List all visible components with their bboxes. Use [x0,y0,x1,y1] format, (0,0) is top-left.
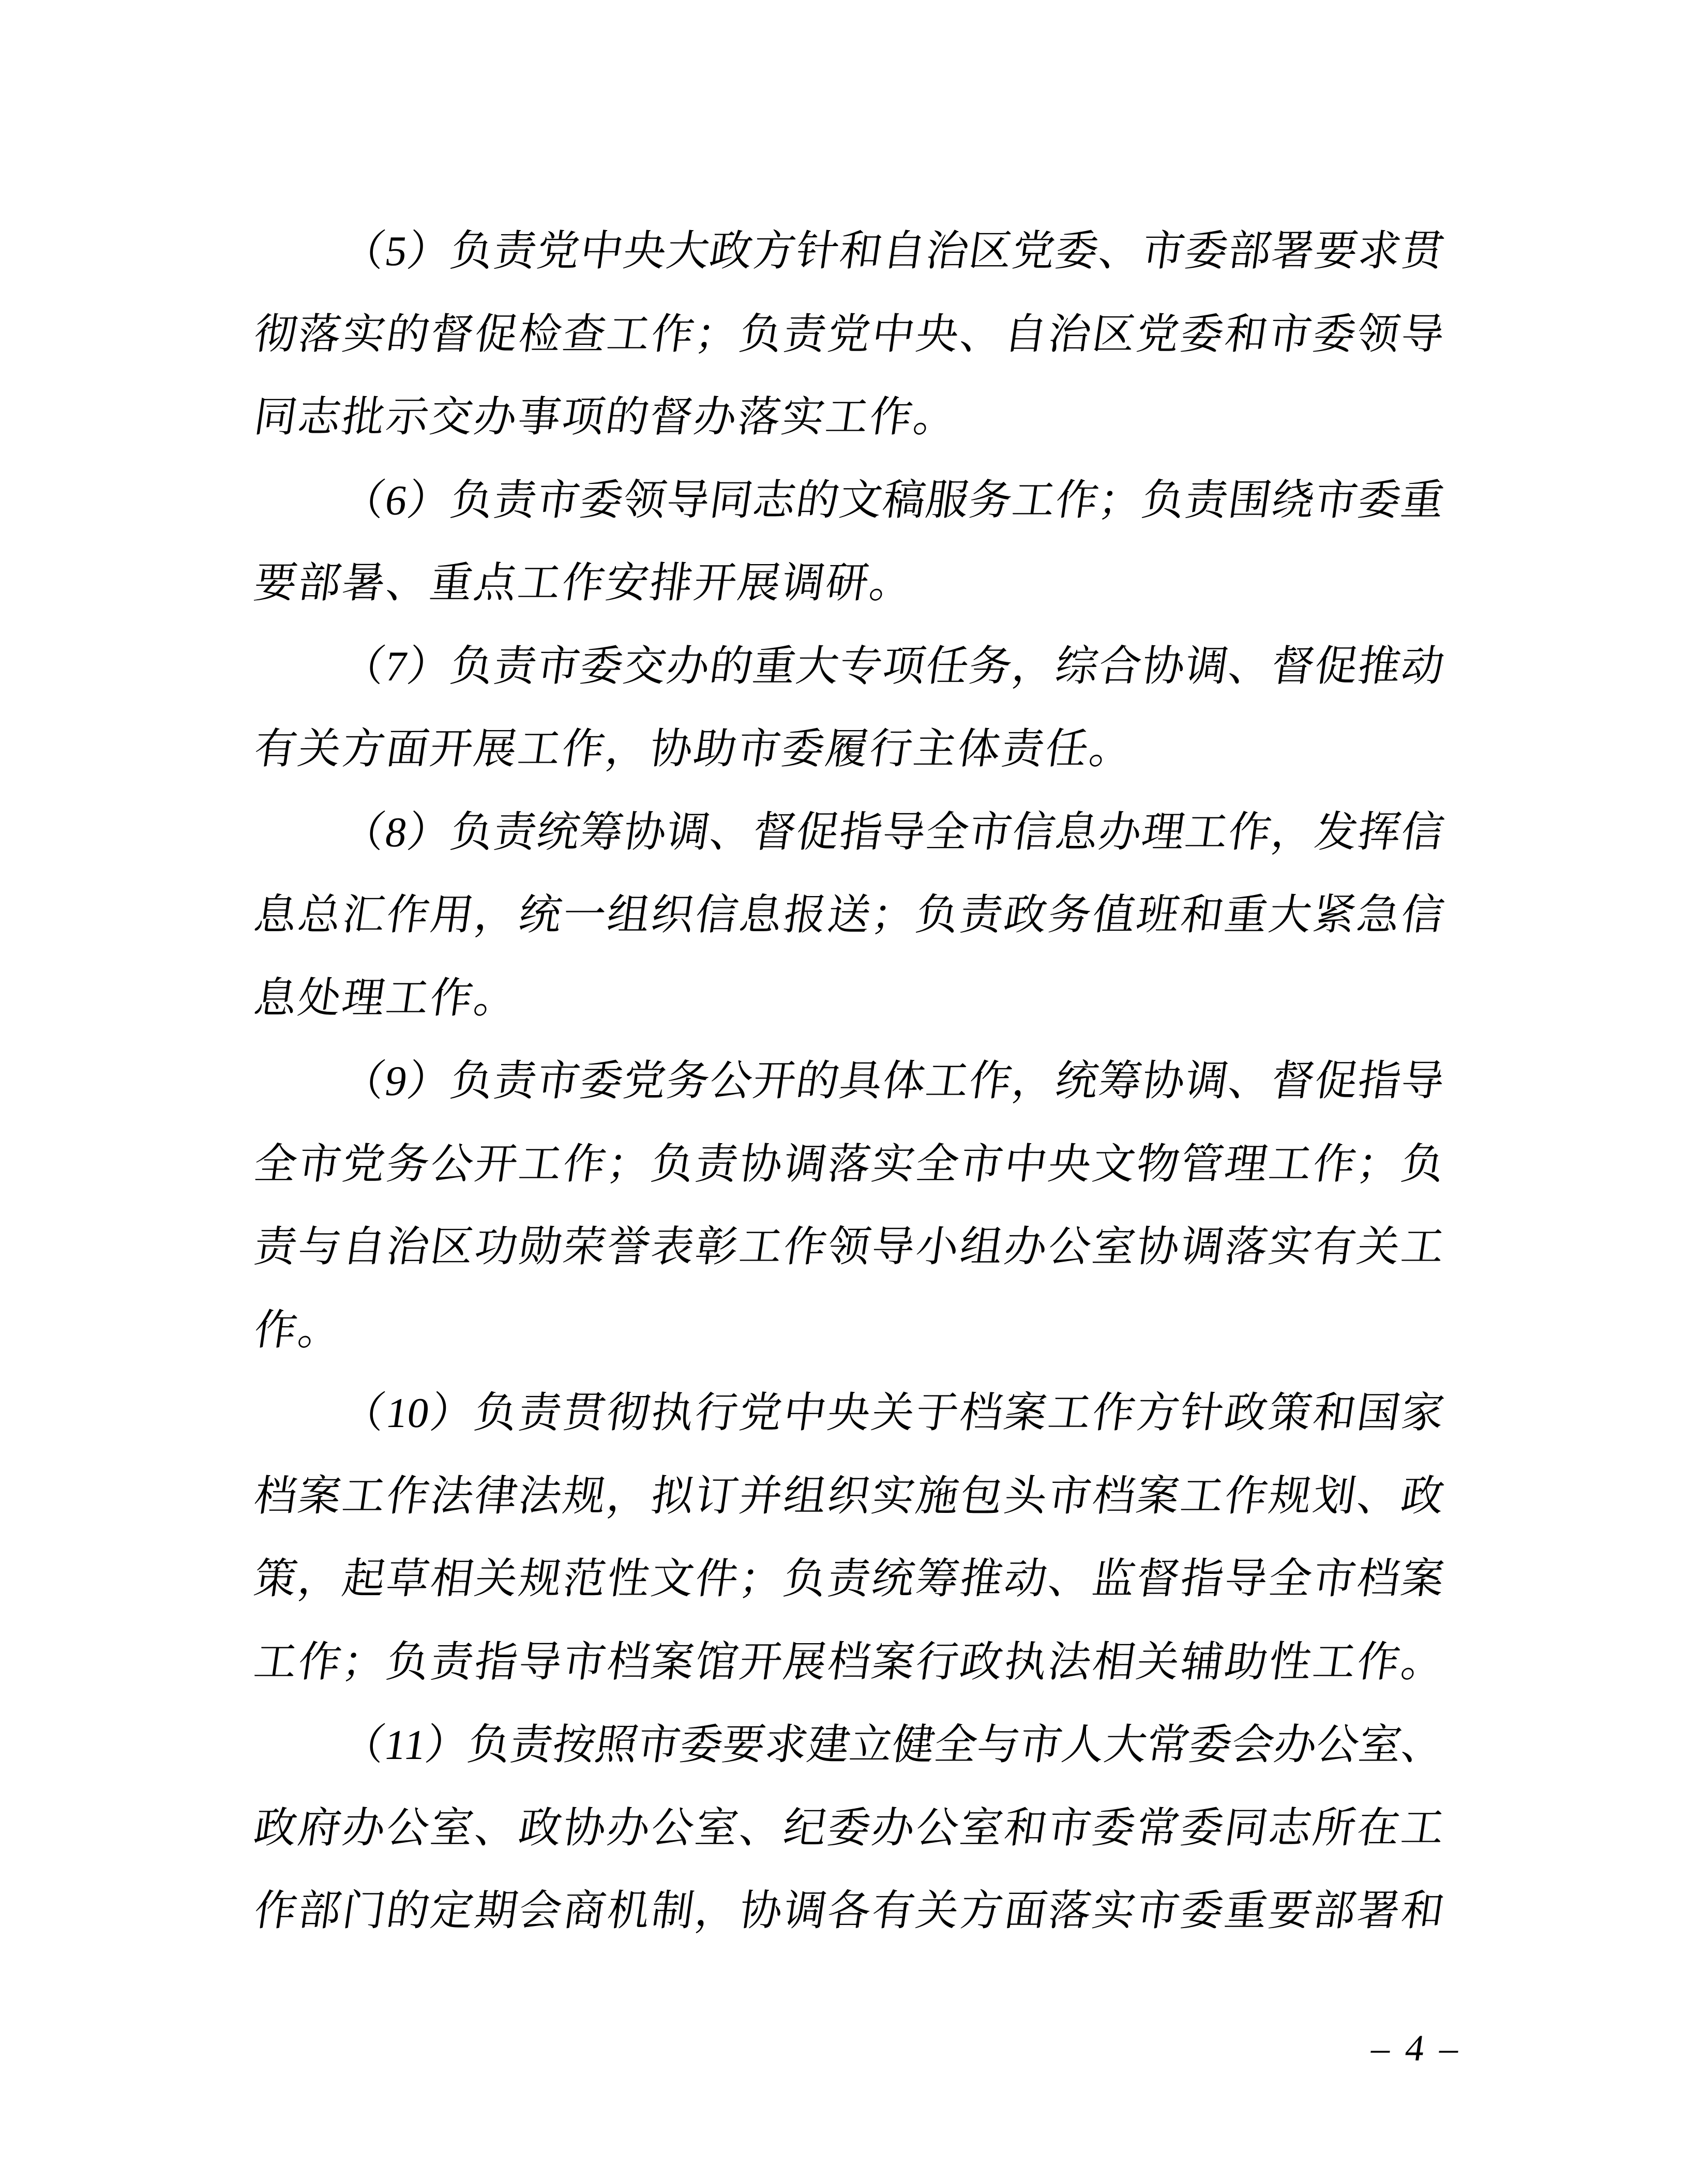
paragraph-9 [251,1040,1448,1372]
paragraph-8 [251,791,1448,1040]
page-number: – 4 – [1368,2027,1465,2069]
text-line: 同志批示交办事项的督办落实工作。 [251,393,961,441]
text-line: （7）负责市委交办的重大专项任务，综合协调、督促推动 [339,642,1448,690]
text-line: 要部暑、重点工作安排开展调研。 [251,559,917,606]
text-line: 全市党务公开工作；负责协调落实全市中央文物管理工作；负 [251,1140,1448,1188]
text-line: 作。 [251,1306,346,1354]
text-line: （8）负责统筹协调、督促指导全市信息办理工作，发挥信 [339,808,1448,856]
text-line: 息总汇作用，统一组织信息报送；负责政务值班和重大紧急信 [251,891,1448,938]
paragraph-6 [251,459,1448,625]
paragraph-11 [251,1704,1448,1953]
text-line: 工作；负责指导市档案馆开展档案行政执法相关辅助性工作。 [251,1638,1448,1686]
text-line: 作部门的定期会商机制，协调各有关方面落实市委重要部署和 [251,1887,1448,1934]
text-line: （6）负责市委领导同志的文稿服务工作；负责围绕市委重 [339,476,1448,524]
text-line: （5）负责党中央大政方针和自治区党委、市委部署要求贯 [339,228,1448,275]
text-line: （10）负责贯彻执行党中央关于档案工作方针政策和国家 [339,1389,1448,1436]
text-line: 责与自治区功勋荣誉表彰工作领导小组办公室协调落实有关工 [251,1223,1448,1270]
text-line: 政府办公室、政协办公室、纪委办公室和市委常委同志所在工 [251,1804,1448,1852]
paragraph-10 [251,1372,1448,1704]
text-line: 策，起草相关规范性文件；负责统筹推动、监督指导全市档案 [251,1555,1448,1602]
text-line: （11）负责按照市委要求建立健全与市人大常委会办公室、 [339,1721,1448,1768]
text-line: （9）负责市委党务公开的具体工作，统筹协调、督促指导 [339,1057,1448,1104]
text-line: 彻落实的督促检查工作；负责党中央、自治区党委和市委领导 [251,310,1448,358]
paragraph-7 [251,625,1448,791]
text-line: 档案工作法律法规，拟订并组织实施包头市档案工作规划、政 [251,1472,1448,1520]
text-line: 有关方面开展工作，协助市委履行主体责任。 [251,725,1137,772]
text-line: 息处理工作。 [251,974,522,1022]
document-body [251,210,1448,1953]
paragraph-5 [251,210,1448,459]
